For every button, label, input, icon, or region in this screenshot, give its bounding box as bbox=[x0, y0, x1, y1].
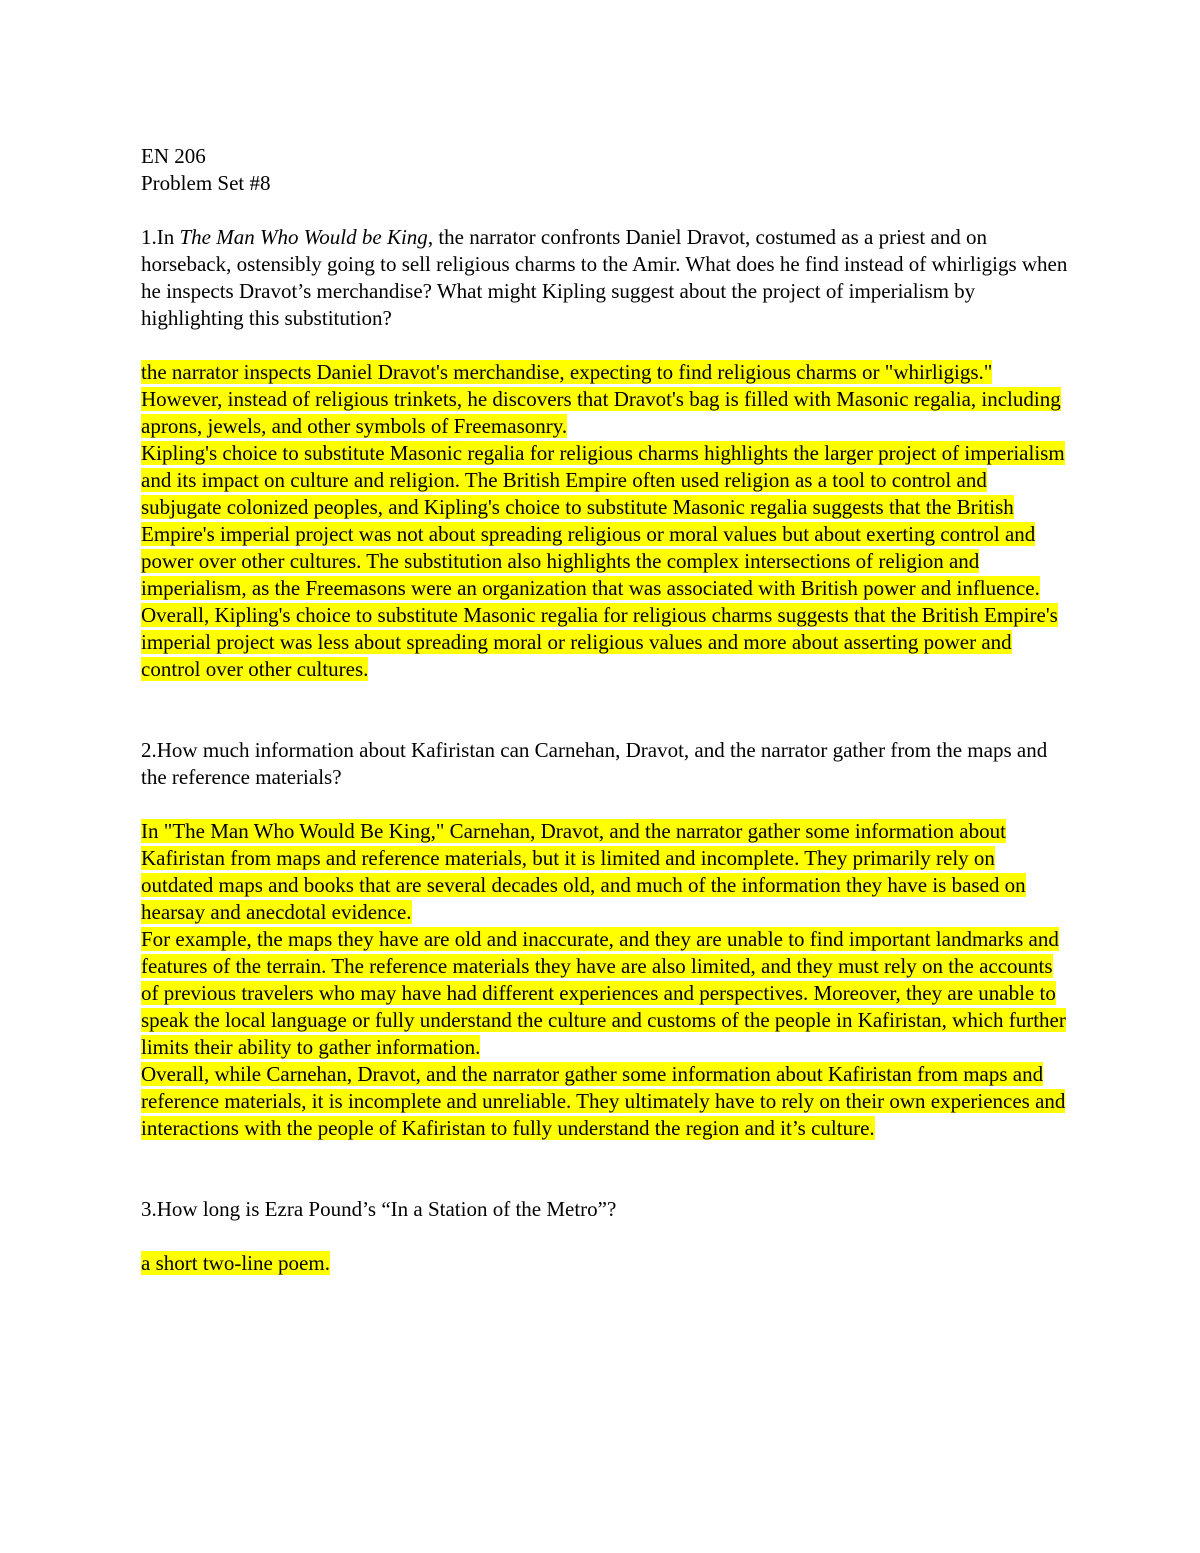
answer-1-highlight: the narrator inspects Daniel Dravot's merchandise, expecting to find religious charms or "whirligigs." However, instead of religious trinkets, he discovers that Dravot's bag is filled with Masonic regalia, including aprons, jewels, and other symbols of Freemasonry. bbox=[141, 360, 1061, 438]
question-2: 2.How much information about Kafiristan can Carnehan, Dravot, and the narrator gather from the maps and the reference materials? bbox=[141, 738, 1048, 789]
question-1-work-title: The Man Who Would be King bbox=[179, 225, 428, 249]
document-body bbox=[141, 143, 1071, 1277]
answer-2-highlight: For example, the maps they have are old and inaccurate, and they are unable to find important landmarks and features of the terrain. The reference materials they have are also limited, and they must rely on the accounts of previous travelers who may have had different experiences and perspectives. Moreover, they are unable to speak the local language or fully understand the culture and customs of the people in Kafiristan, which further limits their ability to gather information. bbox=[141, 927, 1066, 1059]
answer-1-highlight: Kipling's choice to substitute Masonic regalia for religious charms highlights the larger project of imperialism and its impact on culture and religion. The British Empire often used religion as a tool to control and subjugate colonized peoples, and Kipling's choice to substitute Masonic regalia suggests that the British Empire's imperial project was not about spreading religious or moral values but about exerting control and power over other cultures. The substitution also highlights the complex intersections of religion and imperialism, as the Freemasons were an organization that was associated with British power and influence. bbox=[141, 441, 1065, 600]
answer-1-paragraph-3 bbox=[141, 602, 1071, 683]
question-1-prefix: In bbox=[156, 225, 180, 249]
answer-2-paragraph-2 bbox=[141, 926, 1071, 1061]
answer-2-highlight: Overall, while Carnehan, Dravot, and the narrator gather some information about Kafiristan from maps and reference materials, it is incomplete and unreliable. They ultimately have to rely on their own experiences and interactions with the people of Kafiristan to fully understand the region and it’s culture. bbox=[141, 1062, 1066, 1140]
answer-2-paragraph-3 bbox=[141, 1061, 1071, 1142]
course-code: EN 206 bbox=[141, 144, 206, 168]
answer-2-highlight: In "The Man Who Would Be King," Carnehan, Dravot, and the narrator gather some information about Kafiristan from maps and reference materials, but it is limited and incomplete. They primarily rely on outdated maps and books that are several decades old, and much of the information they have is based on hearsay and anecdotal evidence. bbox=[141, 819, 1026, 924]
assignment-title: Problem Set #8 bbox=[141, 171, 271, 195]
answer-3-highlight: a short two-line poem. bbox=[141, 1251, 330, 1275]
answer-1-paragraph-2 bbox=[141, 440, 1071, 602]
answer-3-paragraph-1 bbox=[141, 1250, 1071, 1277]
question-3: 3.How long is Ezra Pound’s “In a Station of the Metro”? bbox=[141, 1197, 617, 1221]
answer-1-paragraph-1 bbox=[141, 359, 1071, 440]
question-1-text: , the narrator confronts Daniel Dravot, costumed as a priest and on horseback, ostensibly going to sell religious charms to the Amir. What does he find instead of whirligigs when he inspects Dravot’s merchandise? What might Kipling suggest about the project of imperialism by highlighting this substitution? bbox=[141, 225, 1068, 330]
question-1-number: 1. bbox=[141, 225, 157, 249]
answer-2-paragraph-1 bbox=[141, 818, 1071, 926]
question-1 bbox=[141, 224, 1071, 332]
answer-1-highlight: Overall, Kipling's choice to substitute Masonic regalia for religious charms suggests that the British Empire's imperial project was less about spreading moral or religious values and more about asserting power and control over other cultures. bbox=[141, 603, 1058, 681]
